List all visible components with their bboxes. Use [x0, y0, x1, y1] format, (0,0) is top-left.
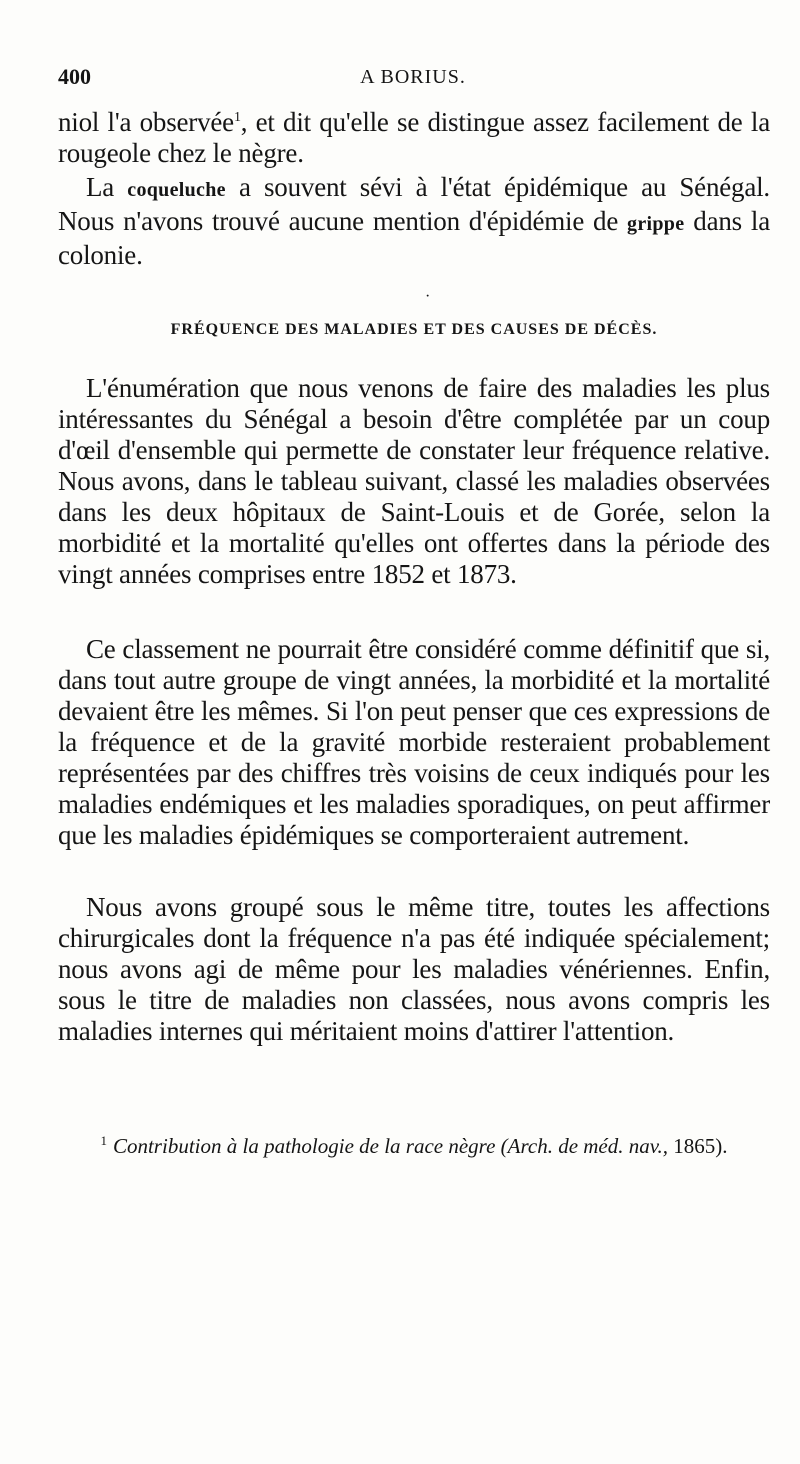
page-number: 400 — [58, 64, 91, 89]
footnote-marker: 1 — [100, 1133, 107, 1148]
term-coqueluche: coqueluche — [127, 179, 226, 201]
footnote — [58, 1127, 770, 1160]
section-heading: FRÉQUENCE DES MALADIES ET DES CAUSES DE DÉCÈS. — [170, 321, 658, 338]
footnote-year: 1865 — [673, 1134, 716, 1158]
footnote-title: Contribution à la pathologie de la race nègre — [112, 1134, 496, 1158]
term-grippe: grippe — [627, 213, 685, 235]
enumeration-paragraph — [58, 373, 770, 590]
paragraph-text — [58, 102, 770, 169]
paragraph-text: Nous avons groupé sous le même titre, toutes les affections chirurgicales dont la fréquence n'a pas été indiquée spécialement; nous avons agi de même pour les maladies vénériennes. Enfin, sous le titre de maladies non classées, nous avons compris les maladies internes qui méritaient moins d'attirer l'attention. — [58, 892, 770, 1046]
separator-dot: · — [425, 288, 431, 305]
running-head: A BORIUS. — [360, 66, 466, 88]
text-run: dans la colonie. — [58, 206, 770, 270]
paragraph-text — [58, 172, 770, 271]
classement-paragraph — [58, 634, 770, 851]
continuation-paragraph — [58, 102, 770, 169]
text-run: a souvent sévi à l'état épidémique au Sénégal. Nous n'avons trouvé aucune mention d'épidémie de — [58, 172, 770, 236]
groupe-paragraph — [58, 892, 770, 1047]
coqueluche-paragraph — [58, 172, 770, 271]
footnote-source: (Arch. de méd. nav., — [495, 1134, 674, 1158]
continuation-text: niol l'a observée — [58, 107, 234, 137]
footnote-reference: 1 — [233, 110, 241, 125]
footnote-end: ). — [715, 1134, 728, 1158]
paragraph-text: Ce classement ne pourrait être considéré comme définitif que si, dans tout autre groupe de vingt années, la morbidité et la mortalité devaient être les mêmes. Si l'on peut penser que ces expressions de la fréquence et de la gravité morbide resteraient probablement représentées par des chiffres très voisins de ceux indiqués pour les maladies endémiques et les maladies sporadiques, on peut affirmer que les maladies épidémiques se comporteraient autrement. — [58, 634, 770, 850]
text-run: La — [86, 172, 128, 202]
paragraph-text: L'énumération que nous venons de faire des maladies les plus intéressantes du Sénégal a besoin d'être complétée par un coup d'œil d'ensemble qui permette de constater leur fréquence relative. Nous avons, dans le tableau suivant, classé les maladies observées dans les deux hôpitaux de Saint-Louis et de Gorée, selon la morbidité et la mortalité qu'elles ont offertes dans la période des vingt années comprises entre 1852 et 1873. — [58, 373, 770, 589]
continuation-rest: , et dit qu'elle se distingue assez facilement de la rougeole chez le nègre. — [58, 107, 770, 168]
